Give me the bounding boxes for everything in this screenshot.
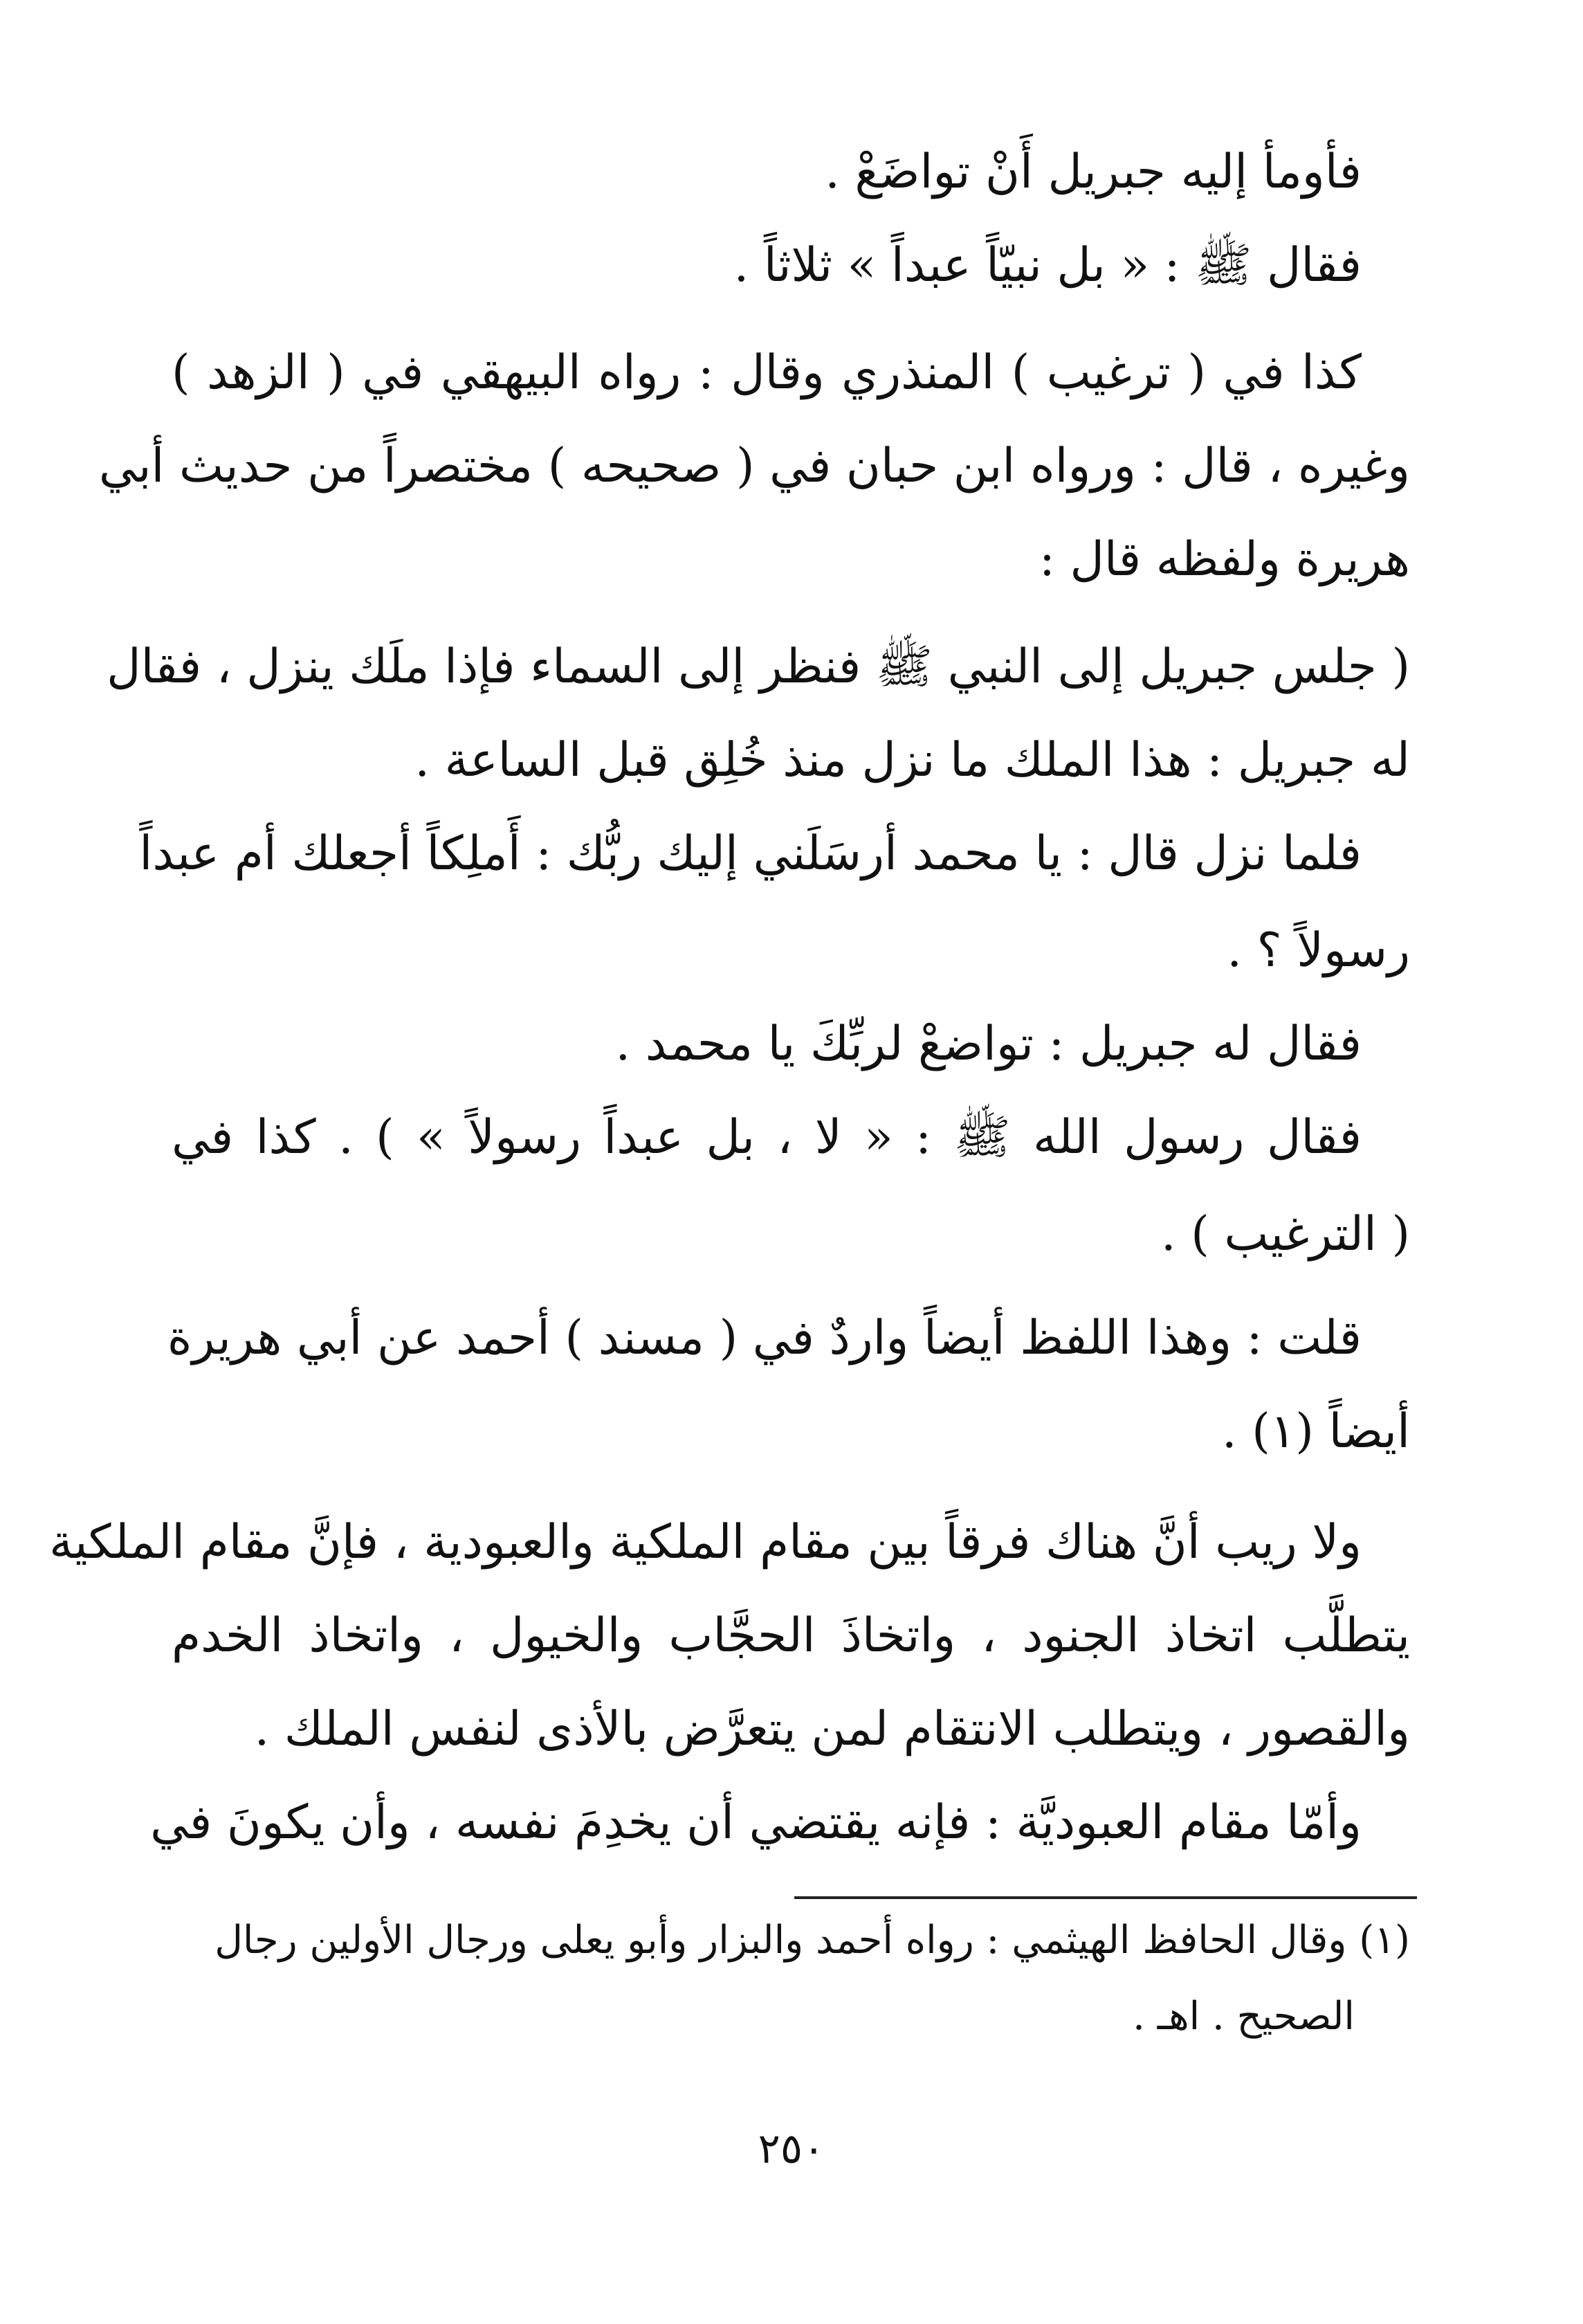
- text-line-9: رسولاً ؟ .: [1227, 923, 1410, 978]
- text-line-10: فقال له جبريل : تواضعْ لربِّكَ يا محمد .: [615, 1017, 1362, 1071]
- footnote-line-1: (١) وقال الحافظ الهيثمي : رواه أحمد والبزار وأبو يعلى ورجال الأولين رجال: [214, 1918, 1410, 1963]
- text-line-15: ولا ريب أنَّ هناك فرقاً بين مقام الملكية والعبودية ، فإنَّ مقام الملكية: [49, 1515, 1362, 1570]
- text-line-18: وأمّا مقام العبوديَّة : فإنه يقتضي أن يخدِمَ نفسه ، وأن يكونَ في: [150, 1795, 1362, 1850]
- text-line-3: كذا في ( ترغيب ) المنذري وقال : رواه البيهقي في ( الزهد ): [172, 345, 1362, 400]
- page-number: ٢٥٠: [758, 2125, 825, 2173]
- text-line-17: والقصور ، ويتطلب الانتقام لمن يتعرَّض بالأذى لنفس الملك .: [254, 1702, 1410, 1756]
- text-line-8: فلما نزل قال : يا محمد أرسَلَني إليك ربُّك : أَملِكاً أجعلك أم عبداً: [139, 826, 1362, 881]
- text-line-7: له جبريل : هذا الملك ما نزل منذ خُلِق قبل الساعة .: [414, 733, 1410, 788]
- footnote-line-2: الصحيح . اهـ .: [1133, 1994, 1355, 2039]
- text-line-2: فقال ﷺ : « بل نبيّاً عبداً » ثلاثاً .: [733, 238, 1362, 293]
- text-line-13: قلت : وهذا اللفظ أيضاً واردٌ في ( مسند ) أحمد عن أبي هريرة: [167, 1311, 1362, 1365]
- footnote-separator: [794, 1896, 1417, 1899]
- text-line-4: وغيره ، قال : ورواه ابن حبان في ( صحيحه ) مختصراً من حديث أبي: [98, 439, 1410, 493]
- text-line-12: ( الترغيب ) .: [1160, 1207, 1410, 1262]
- text-line-11: فقال رسول الله ﷺ : « لا ، بل عبداً رسولاً » ) . كذا في: [172, 1110, 1362, 1165]
- text-line-5: هريرة ولفظه قال :: [1038, 532, 1410, 587]
- text-line-14: أيضاً (١) .: [1222, 1404, 1410, 1459]
- text-line-1: فأومأ إليه جبريل أَنْ تواضَعْ .: [825, 145, 1362, 199]
- text-line-16: يتطلَّب اتخاذ الجنود ، واتخاذَ الحجَّاب والخيول ، واتخاذ الخدم: [172, 1608, 1410, 1663]
- text-line-6: ( جلس جبريل إلى النبي ﷺ فنظر إلى السماء فإذا ملَك ينزل ، فقال: [107, 639, 1410, 694]
